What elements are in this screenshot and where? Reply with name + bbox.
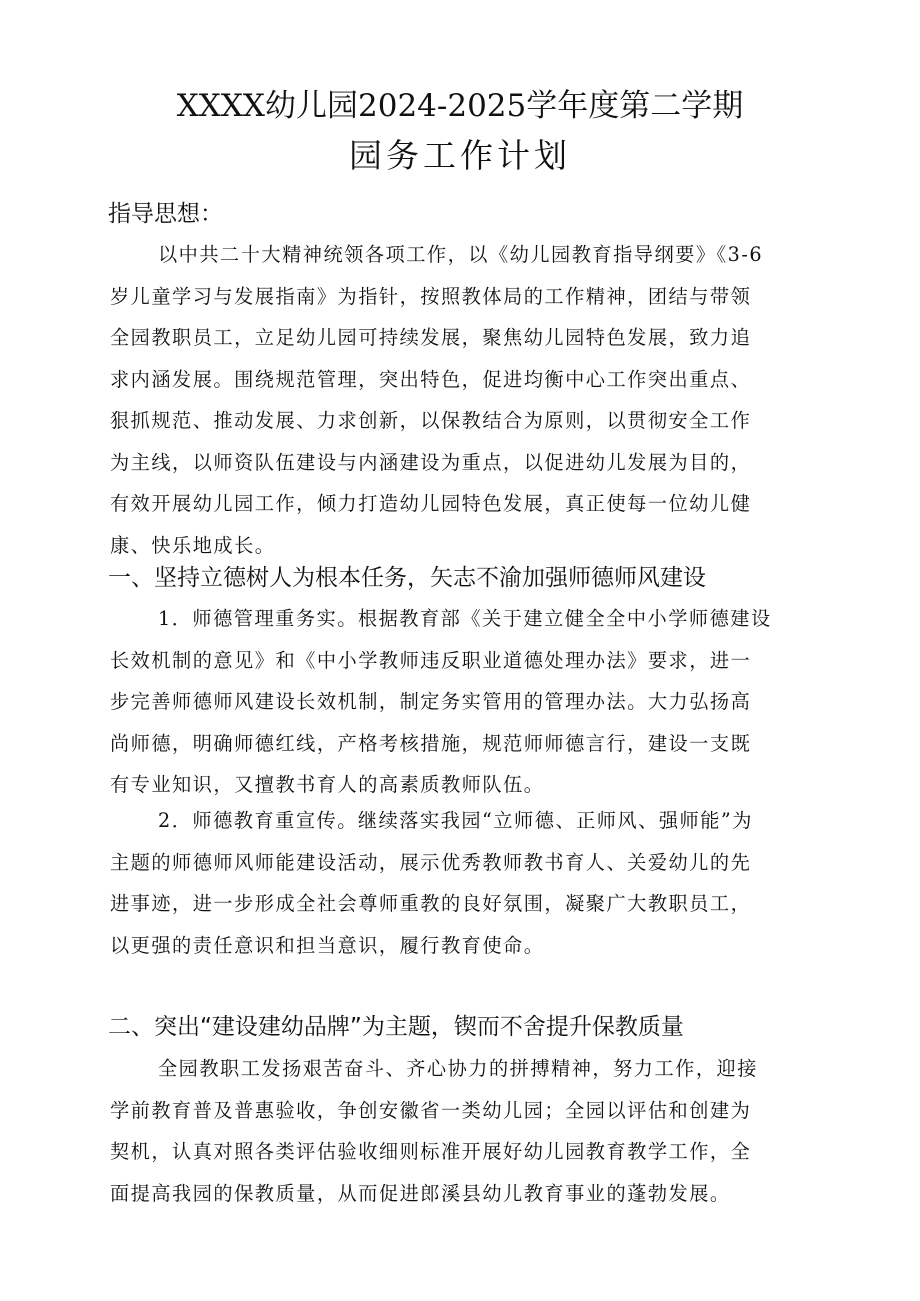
paragraph-line: 以中共二十大精神统领各项工作，以《幼儿园教育指导纲要》《3-6 [158, 243, 764, 266]
paragraph-line: 有专业知识，又擅教书育人的高素质教师队伍。 [110, 773, 545, 796]
section1-heading: 一、坚持立德树人为根本任务，矢志不渝加强师德师风建设 [108, 565, 706, 591]
paragraph-line: 进事迹，进一步形成全社会尊师重教的良好氛围，凝聚广大教职员工， [110, 892, 752, 915]
section2-paragraph [110, 1048, 840, 1214]
paragraph-line: 全园教职工发扬艰苦奋斗、齐心协力的拼搏精神，努力工作，迎接 [158, 1057, 758, 1080]
paragraph-line: 以更强的责任意识和担当意识，履行教育使命。 [110, 933, 545, 957]
paragraph-line: 契机，认真对照各类评估验收细则标准开展好幼儿园教育教学工作，全 [110, 1140, 752, 1163]
paragraph-line: 尚师德，明确师德红线，产格考核措施，规范师师德言行，建设一支既 [110, 731, 752, 755]
paragraph-line: 康、快乐地成长。 [110, 533, 276, 557]
paragraph-line: 求内涵发展。围绕规范管理，突出特色，促进均衡中心工作突出重点、 [110, 367, 752, 391]
section2-heading: 二、突出“建设建幼品牌”为主题，锲而不舍提升保教质量 [108, 1014, 684, 1040]
paragraph-line: 主题的师德师风师能建设活动，展示优秀教师教书育人、关爱幼儿的先 [110, 850, 752, 874]
paragraph-line: 长效机制的意见》和《中小学教师违反职业道德处理办法》要求，进一 [110, 648, 752, 672]
paragraph-line: 全园教职员工，立足幼儿园可持续发展，聚焦幼儿园特色发展，致力追 [110, 326, 752, 349]
document-title-line2: 园务工作计划 [349, 136, 571, 175]
paragraph-line: 有效开展幼儿园工作，倾力打造幼儿园特色发展，真正使每一位幼儿健 [110, 492, 752, 515]
paragraph-line: 为主线，以师资队伍建设与内涵建设为重点，以促进幼儿发展为目的， [110, 450, 752, 474]
section1-item1-paragraph [110, 598, 840, 806]
document-title-line1: XXXX幼儿园2024-2025学年度第二学期 [176, 88, 744, 124]
guide-paragraph [110, 234, 840, 566]
paragraph-line: 狠抓规范、推动发展、力求创新，以保教结合为原则，以贯彻安全工作 [110, 409, 752, 432]
paragraph-line: 面提高我园的保教质量，从而促进郎溪县幼儿教育事业的蓬勃发展。 [110, 1181, 731, 1205]
paragraph-line: 岁儿童学习与发展指南》为指针，按照教体局的工作精神，团结与带领 [110, 284, 752, 308]
section1-item2-paragraph [110, 800, 840, 966]
guide-heading: 指导思想： [108, 201, 223, 227]
paragraph-line: 1．师德管理重务实。根据教育部《关于建立健全全中小学师德建设 [158, 607, 772, 630]
paragraph-line: 学前教育普及普惠验收，争创安徽省一类幼儿园；全园以评估和创建为 [110, 1098, 752, 1122]
paragraph-line: 2．师德教育重宣传。继续落实我园“立师德、正师风、强师能”为 [158, 809, 753, 832]
paragraph-line: 步完善师德师风建设长效机制，制定务实管用的管理办法。大力弘扬高 [110, 690, 752, 713]
